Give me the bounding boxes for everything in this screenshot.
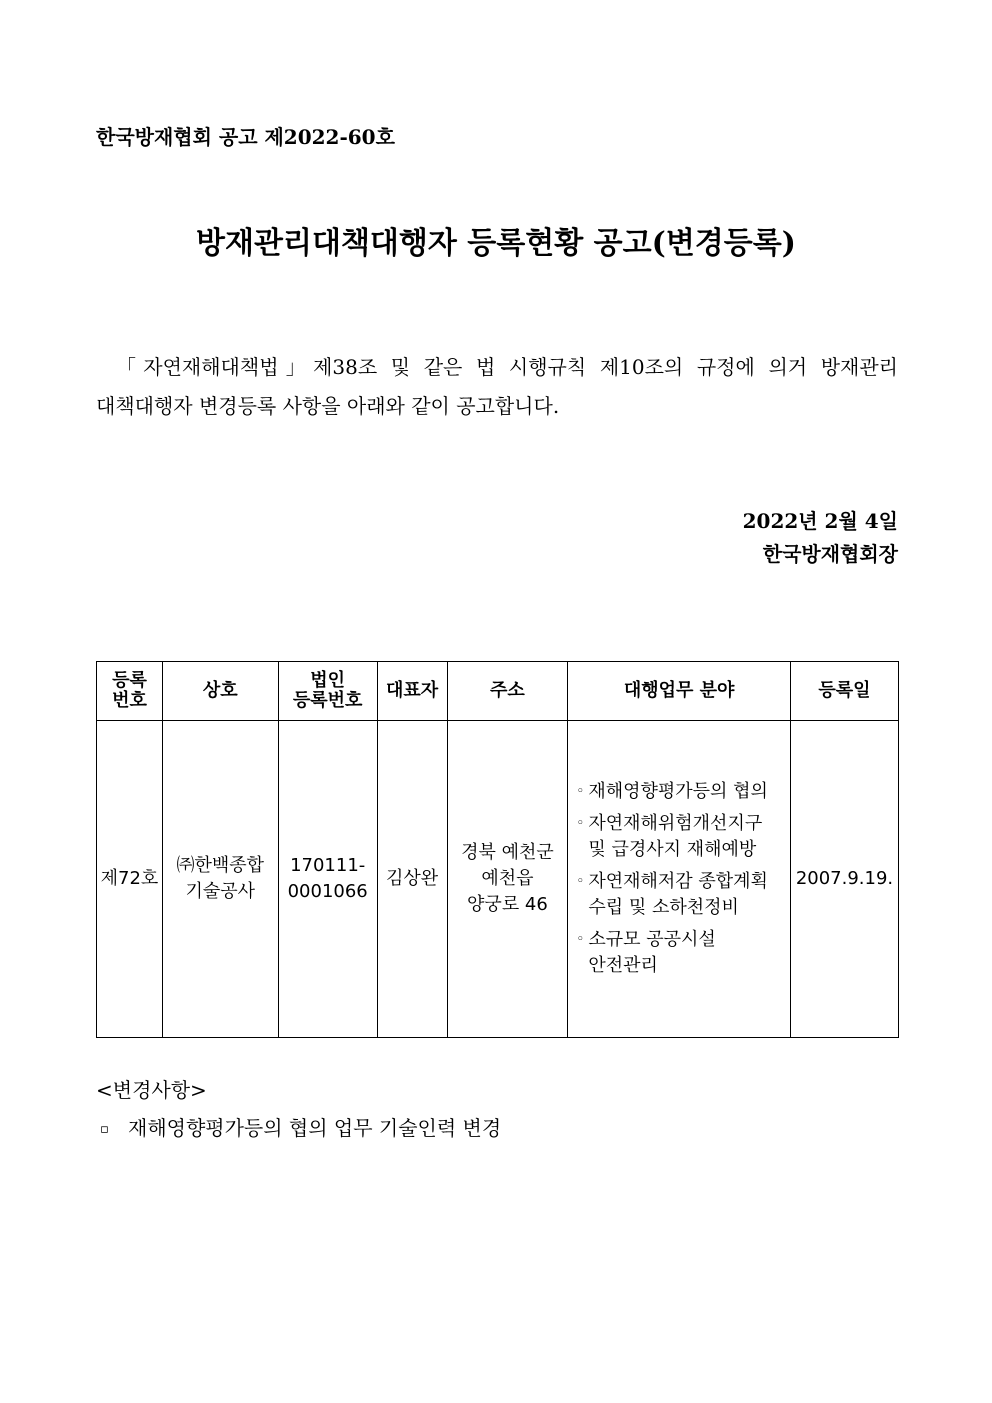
signature-block <box>743 505 898 571</box>
bullet-icon: ◦ <box>576 784 585 799</box>
registration-table <box>96 661 899 1038</box>
bullet-icon: ◦ <box>576 932 585 947</box>
changes-item-text: 재해영향평가등의 협의 업무 기술인력 변경 <box>128 1116 502 1140</box>
table-header-row <box>97 662 899 721</box>
field-text: 자연재해저감 종합계획 수립 및 소하천정비 <box>588 871 768 918</box>
field-text: 자연재해위험개선지구 및 급경사지 재해예방 <box>588 813 763 860</box>
table-row <box>97 721 899 1038</box>
list-item <box>576 869 790 921</box>
notice-body <box>96 348 898 426</box>
header-company: 상호 <box>162 662 278 721</box>
notice-date: 2022년 2월 4일 <box>742 509 898 533</box>
cell-ceo: 김상완 <box>377 721 447 1038</box>
doc-number: 한국방재협회 공고 제2022-60호 <box>96 125 395 149</box>
notice-body-line-2: 대책대행자 변경등록 사항을 아래와 같이 공고합니다. <box>96 394 560 418</box>
header-ceo: 대표자 <box>377 662 447 721</box>
doc-title: 방재관리대책대행자 등록현황 공고(변경등록) <box>196 226 796 261</box>
square-bullet-icon: ▫ <box>100 1122 109 1137</box>
issuer-name: 한국방재협회장 <box>762 542 898 566</box>
cell-reg-date: 2007.9.19. <box>790 721 898 1038</box>
header-corp-no: 법인 등록번호 <box>278 662 377 721</box>
changes-item <box>100 1112 501 1141</box>
bullet-icon: ◦ <box>576 816 585 831</box>
cell-fields <box>568 721 791 1038</box>
header-fields: 대행업무 분야 <box>568 662 791 721</box>
cell-corp-no: 170111- 0001066 <box>278 721 377 1038</box>
field-text: 소규모 공공시설 안전관리 <box>588 929 716 976</box>
cell-address: 경북 예천군 예천읍 양궁로 46 <box>447 721 568 1038</box>
fields-list <box>568 779 790 979</box>
list-item <box>576 779 790 805</box>
cell-reg-no: 제72호 <box>97 721 163 1038</box>
notice-body-line-1: 「자연재해대책법」제38조 및 같은 법 시행규칙 제10조의 규정에 의거 방재관리 <box>116 355 898 379</box>
header-reg-no: 등록 번호 <box>97 662 163 721</box>
list-item <box>576 811 790 863</box>
changes-heading: <변경사항> <box>96 1078 207 1102</box>
field-text: 재해영향평가등의 협의 <box>588 781 768 802</box>
header-reg-date: 등록일 <box>790 662 898 721</box>
bullet-icon: ◦ <box>576 874 585 889</box>
cell-company: ㈜한백종합 기술공사 <box>162 721 278 1038</box>
list-item <box>576 927 790 979</box>
header-address: 주소 <box>447 662 568 721</box>
